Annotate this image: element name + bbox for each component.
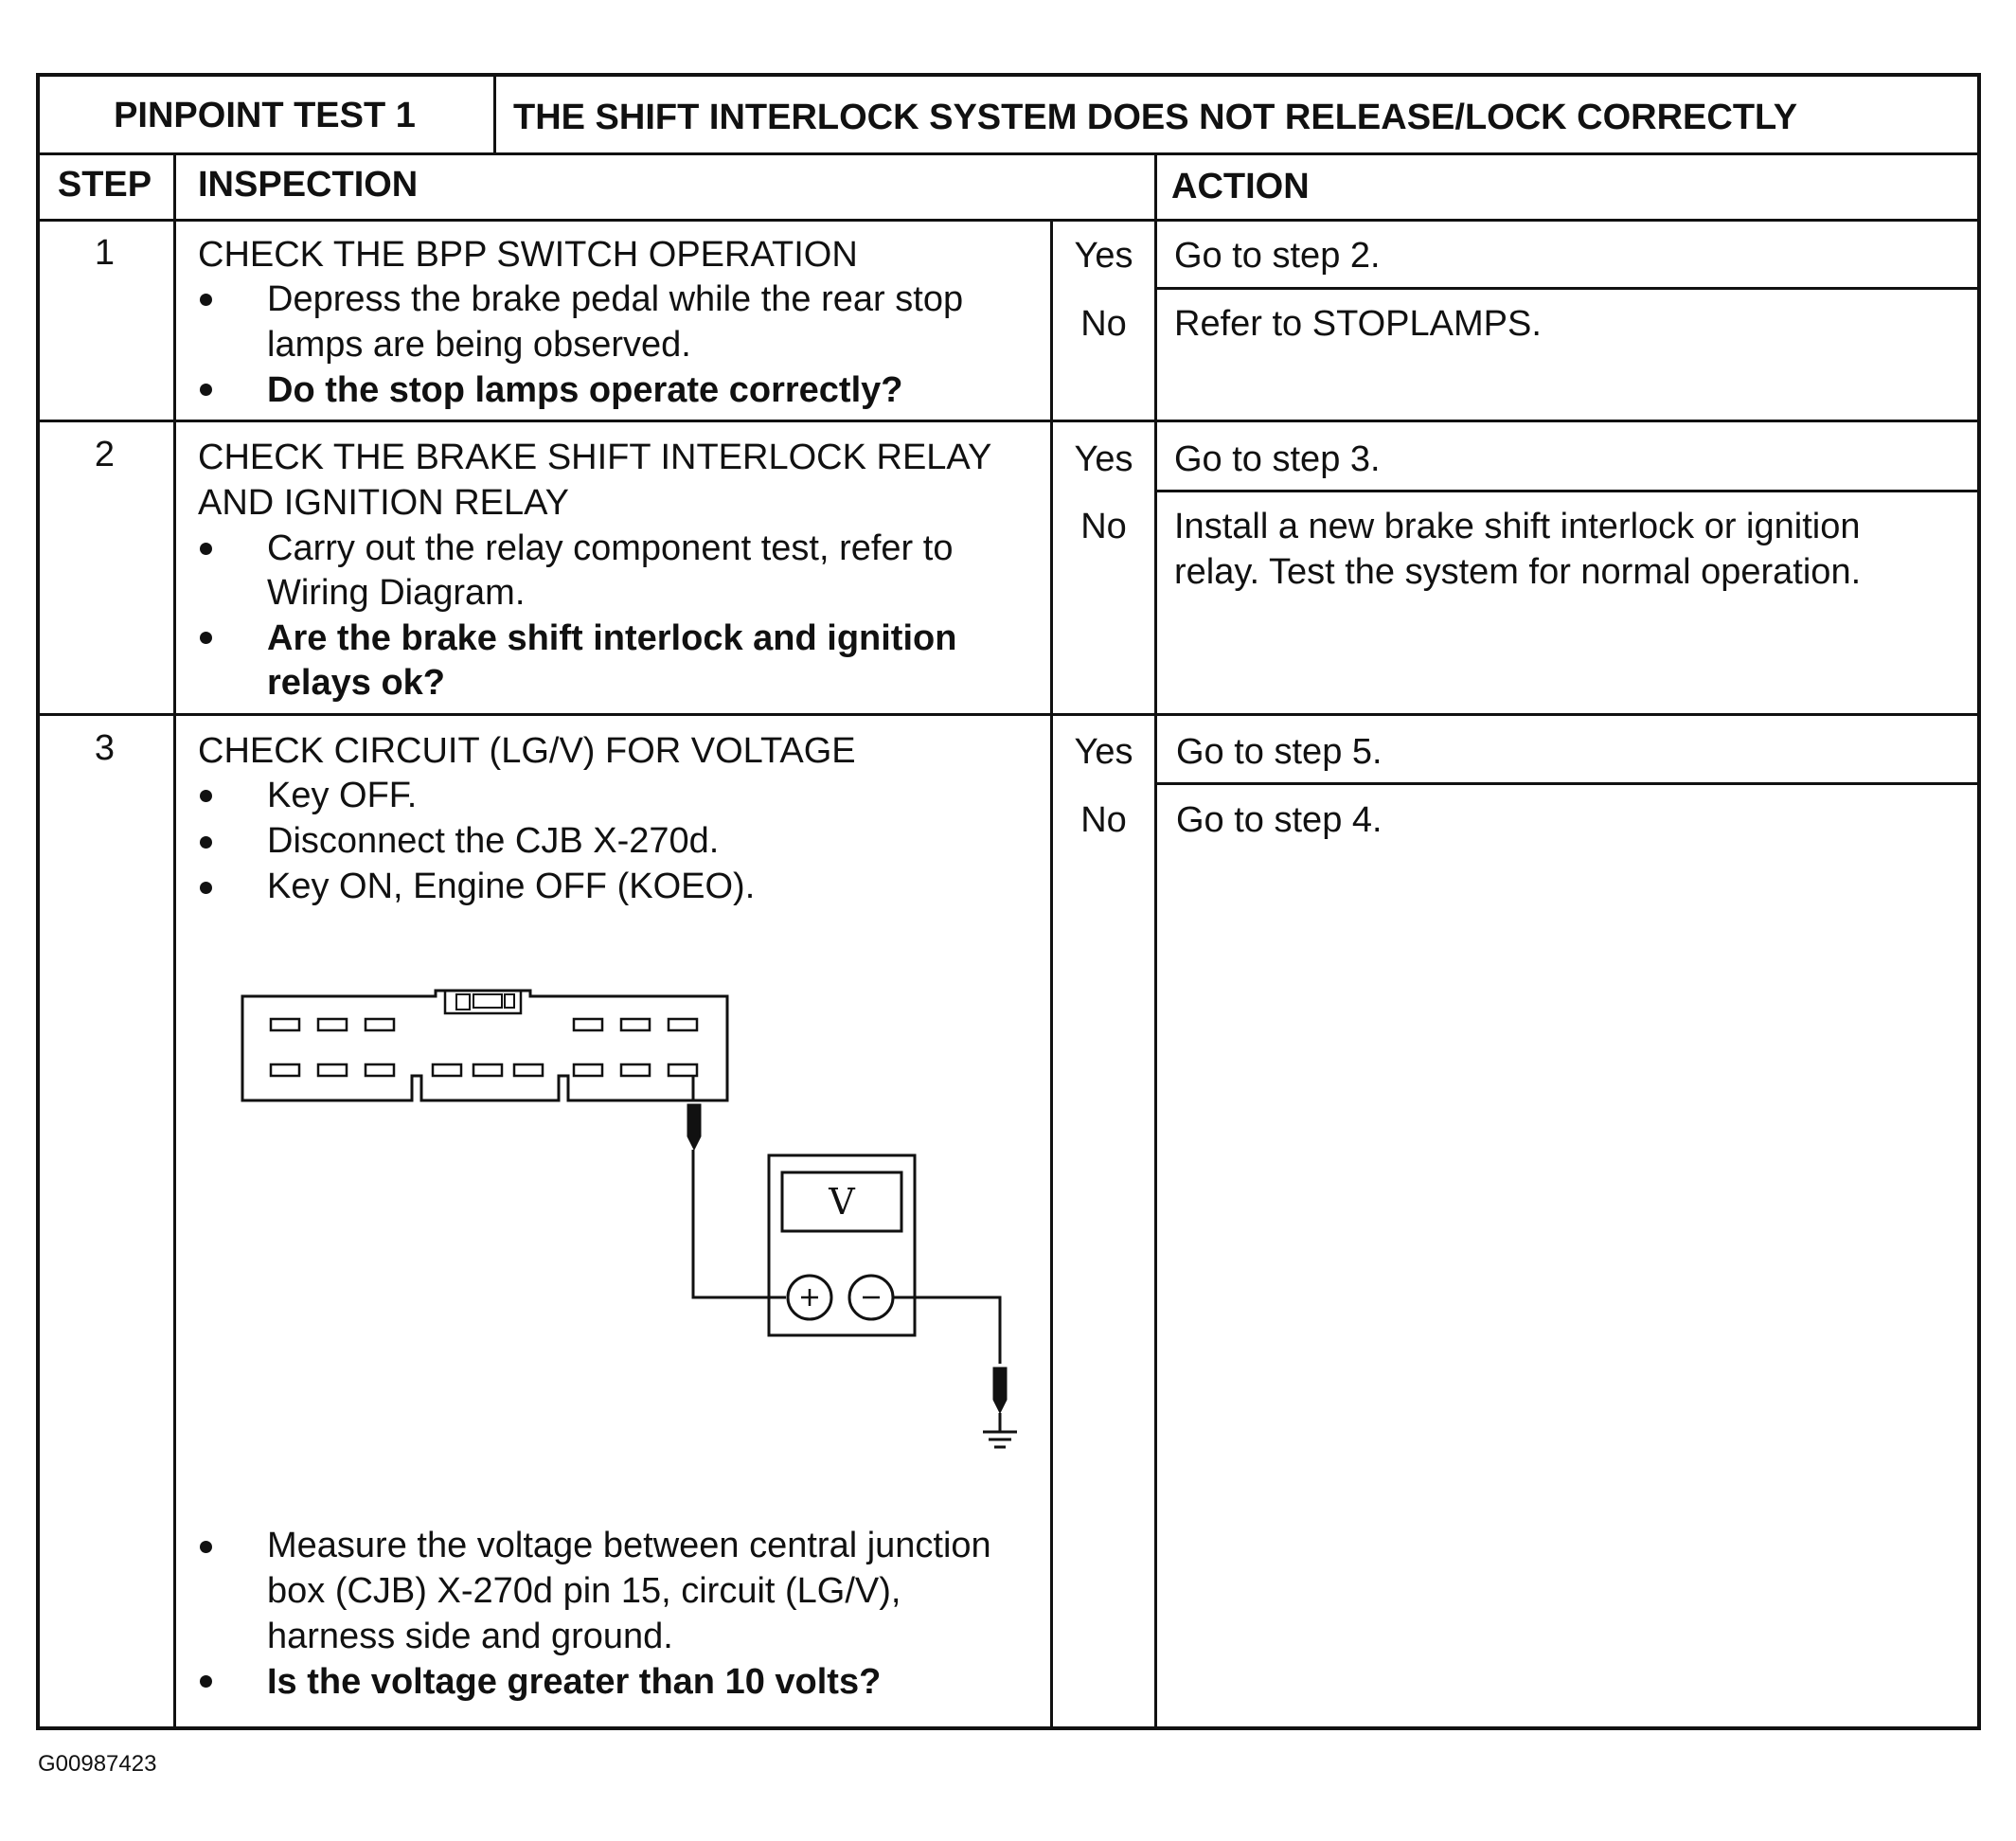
rule-action-column [1154, 152, 1157, 1730]
step-heading: CHECK THE BPP SWITCH OPERATION [198, 235, 858, 275]
no-label: No [1080, 800, 1127, 840]
yes-label: Yes [1074, 236, 1133, 276]
connector-voltmeter-diagram [237, 966, 1042, 1477]
step-question: Do the stop lamps operate correctly? [267, 370, 903, 410]
rule-header-divider [493, 73, 496, 154]
bullet-icon [200, 836, 212, 849]
no-action: relay. Test the system for normal operation. [1174, 552, 1862, 592]
no-label: No [1080, 507, 1127, 546]
bullet-icon [200, 790, 212, 802]
yes-action: Go to step 3. [1174, 439, 1381, 479]
step-bullet-text: Wiring Diagram. [267, 573, 526, 613]
step-bullet-text: Depress the brake pedal while the rear stop [267, 279, 964, 319]
no-action: Refer to STOPLAMPS. [1174, 304, 1542, 344]
figure-id: G00987423 [38, 1751, 157, 1777]
test-label: PINPOINT TEST 1 [114, 96, 416, 135]
bullet-icon [200, 543, 212, 555]
column-inspection: INSPECTION [198, 165, 419, 205]
yes-label: Yes [1074, 439, 1133, 479]
no-label: No [1080, 304, 1127, 344]
step-heading: AND IGNITION RELAY [198, 483, 570, 523]
rule-step-column [173, 152, 176, 1730]
probe-tip-icon [687, 1104, 701, 1150]
step-heading: CHECK THE BRAKE SHIFT INTERLOCK RELAY [198, 438, 992, 477]
step-bullet-text: Key OFF. [267, 776, 418, 815]
step-question: Is the voltage greater than 10 volts? [267, 1662, 882, 1702]
no-action: Go to step 4. [1176, 800, 1383, 840]
rule-step2-yes-no [1155, 490, 1981, 492]
step-number: 2 [94, 435, 116, 474]
bullet-icon [200, 294, 212, 306]
rule-header-bottom [36, 152, 1981, 155]
bullet-icon [200, 632, 212, 644]
rule-step2-bottom [36, 713, 1981, 716]
step-bullet-text: harness side and ground. [267, 1617, 673, 1656]
no-action: Install a new brake shift interlock or ignition [1174, 507, 1861, 546]
rule-step1-yes-no [1155, 287, 1981, 290]
yes-action: Go to step 5. [1176, 732, 1383, 772]
probe-tip-icon [993, 1367, 1007, 1413]
bullet-icon [200, 384, 212, 396]
rule-step1-bottom [36, 420, 1981, 422]
step-number: 1 [94, 233, 116, 273]
step-bullet-text: box (CJB) X-270d pin 15, circuit (LG/V), [267, 1571, 901, 1611]
yes-action: Go to step 2. [1174, 236, 1381, 276]
step-bullet-text: lamps are being observed. [267, 325, 691, 365]
test-title: THE SHIFT INTERLOCK SYSTEM DOES NOT RELEASE/LOCK CORRECTLY [513, 98, 1798, 137]
bullet-icon [200, 1675, 212, 1688]
step-number: 3 [94, 728, 116, 768]
step-bullet-text: Key ON, Engine OFF (KOEO). [267, 867, 756, 906]
bullet-icon [200, 882, 212, 894]
column-step: STEP [57, 165, 152, 205]
voltmeter-symbol: V [829, 1181, 855, 1223]
step-heading: CHECK CIRCUIT (LG/V) FOR VOLTAGE [198, 731, 856, 771]
bullet-icon [200, 1541, 212, 1553]
step-question: relays ok? [267, 663, 445, 703]
step-bullet-text: Disconnect the CJB X-270d. [267, 821, 720, 861]
yes-label: Yes [1074, 732, 1133, 772]
ground-icon [983, 1432, 1017, 1447]
rule-step3-yes-no [1155, 782, 1981, 785]
rule-columns-bottom [36, 219, 1981, 222]
step-question: Are the brake shift interlock and ignition [267, 618, 957, 658]
step-bullet-text: Measure the voltage between central junction [267, 1526, 991, 1565]
step-bullet-text: Carry out the relay component test, refer to [267, 528, 954, 568]
column-action: ACTION [1171, 167, 1310, 206]
